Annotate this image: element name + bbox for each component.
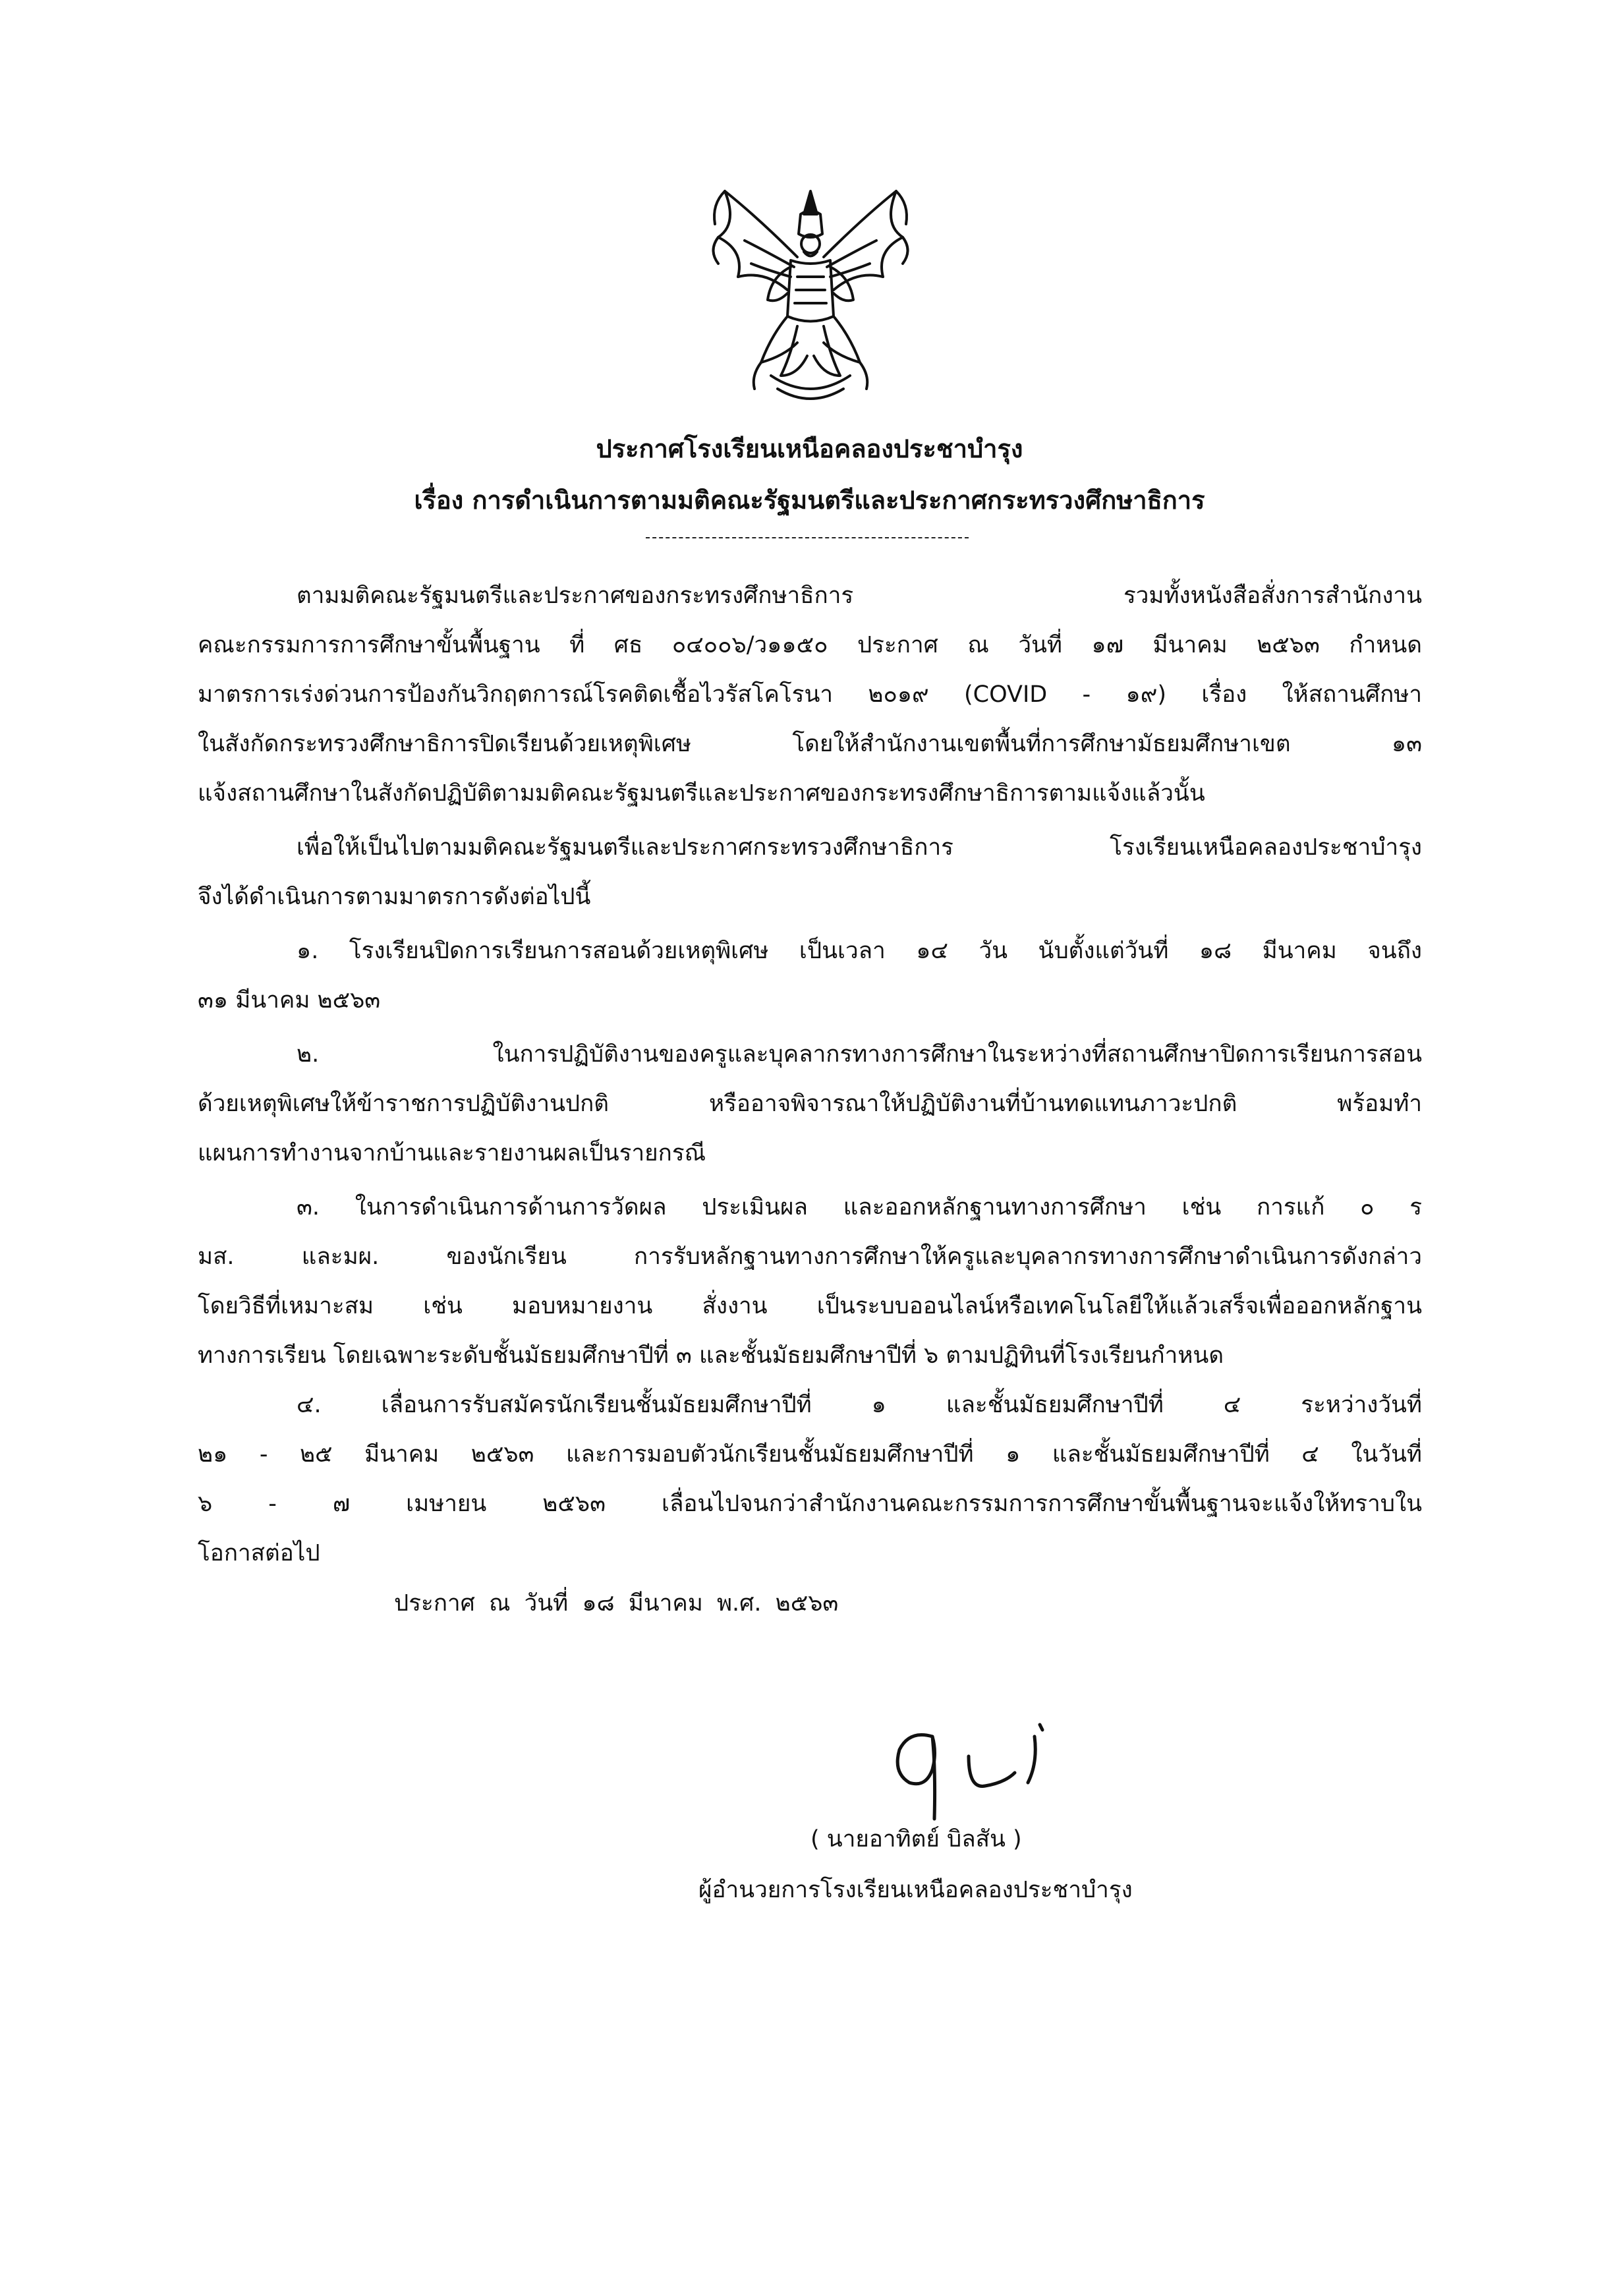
item-3-line: ทางการเรียน โดยเฉพาะระดับชั้นมัธยมศึกษาปีที่ ๓ และชั้นมัธยมศึกษาปีที่ ๖ ตามปฏิทินที่โรงเรียนกำหนด xyxy=(198,1342,1224,1369)
body-line: ในสังกัดกระทรวงศึกษาธิการปิดเรียนด้วยเหตุพิเศษ โดยให้สำนักงานเขตพื้นที่การศึกษามัธยมศึกษาเขต ๑๓ xyxy=(198,731,1422,757)
handwritten-signature xyxy=(870,1710,1120,1822)
item-4-line: ๖ - ๗ เมษายน ๒๕๖๓ เลื่อนไปจนกว่าสำนักงานคณะกรรมการการศึกษาขั้นพื้นฐานจะแจ้งให้ทราบใน xyxy=(198,1491,1422,1517)
body-line: แจ้งสถานศึกษาในสังกัดปฏิบัติตามมติคณะรัฐมนตรีและประกาศของกระทรงศึกษาธิการตามแจ้งแล้วนั้น xyxy=(198,780,1205,807)
item-1-line: ๓๑ มีนาคม ๒๕๖๓ xyxy=(198,987,381,1014)
signer-name: ( นายอาทิตย์ บิลสัน ) xyxy=(810,1826,1022,1852)
item-2-line: แผนการทำงานจากบ้านและรายงานผลเป็นรายกรณี xyxy=(198,1140,706,1166)
item-4-line: ๔. เลื่อนการรับสมัครนักเรียนชั้นมัธยมศึกษาปีที่ ๑ และชั้นมัธยมศึกษาปีที่ ๔ ระหว่างวันที่ xyxy=(297,1392,1422,1418)
body-line: ตามมติคณะรัฐมนตรีและประกาศของกระทรงศึกษาธิการ รวมทั้งหนังสือสั่งการสำนักงาน xyxy=(297,583,1422,609)
announcement-title: ประกาศโรงเรียนเหนือคลองประชาบำรุง xyxy=(596,434,1023,463)
body-line: มาตรการเร่งด่วนการป้องกันวิกฤตการณ์โรคติดเชื้อไวรัสโคโรนา ๒๐๑๙ (COVID - ๑๙) เรื่อง ให้สถานศึกษา xyxy=(198,681,1422,708)
divider xyxy=(646,537,969,538)
item-3-line: มส. และมผ. ของนักเรียน การรับหลักฐานทางการศึกษาให้ครูและบุคลากรทางการศึกษาดำเนินการดังกล่าว xyxy=(198,1244,1422,1270)
item-2-line: ด้วยเหตุพิเศษให้ข้าราชการปฏิบัติงานปกติ หรืออาจพิจารณาให้ปฏิบัติงานที่บ้านทดแทนภาวะปกติ พร้อมทำ xyxy=(198,1091,1422,1117)
item-2-line: ๒. ในการปฏิบัติงานของครูและบุคลากรทางการศึกษาในระหว่างที่สถานศึกษาปิดการเรียนการสอน xyxy=(297,1041,1422,1068)
item-1-line: ๑. โรงเรียนปิดการเรียนการสอนด้วยเหตุพิเศษ เป็นเวลา ๑๔ วัน นับตั้งแต่วันที่ ๑๘ มีนาคม จนถึง xyxy=(297,938,1422,964)
announcement-subject: เรื่อง การดำเนินการตามมติคณะรัฐมนตรีและประกาศกระทรวงศึกษาธิการ xyxy=(414,486,1205,515)
body-line: เพื่อให้เป็นไปตามมติคณะรัฐมนตรีและประกาศกระทรวงศึกษาธิการ โรงเรียนเหนือคลองประชาบำรุง xyxy=(297,834,1422,861)
item-4-line: ๒๑ - ๒๕ มีนาคม ๒๕๖๓ และการมอบตัวนักเรียนชั้นมัธยมศึกษาปีที่ ๑ และชั้นมัธยมศึกษาปีที่ ๔ ในวันที่ xyxy=(198,1441,1422,1468)
body-line: จึงได้ดำเนินการตามมาตรการดังต่อไปนี้ xyxy=(198,884,591,910)
item-4-line: โอกาสต่อไป xyxy=(198,1540,320,1566)
item-3-line: โดยวิธีที่เหมาะสม เช่น มอบหมายงาน สั่งงาน เป็นระบบออนไลน์หรือเทคโนโลยีให้แล้วเสร็จเพื่อออกหลักฐาน xyxy=(198,1293,1422,1319)
garuda-emblem-icon xyxy=(698,178,923,415)
body-line: คณะกรรมการการศึกษาขั้นพื้นฐาน ที่ ศธ ๐๔๐๐๖/ว๑๑๕๐ ประกาศ ณ วันที่ ๑๗ มีนาคม ๒๕๖๓ กำหนด xyxy=(198,632,1422,658)
signer-title: ผู้อำนวยการโรงเรียนเหนือคลองประชาบำรุง xyxy=(698,1877,1133,1903)
announcement-date: ประกาศ ณ วันที่ ๑๘ มีนาคม พ.ศ. ๒๕๖๓ xyxy=(394,1590,839,1617)
item-3-line: ๓. ในการดำเนินการด้านการวัดผล ประเมินผล และออกหลักฐานทางการศึกษา เช่น การแก้ ๐ ร xyxy=(297,1194,1422,1220)
